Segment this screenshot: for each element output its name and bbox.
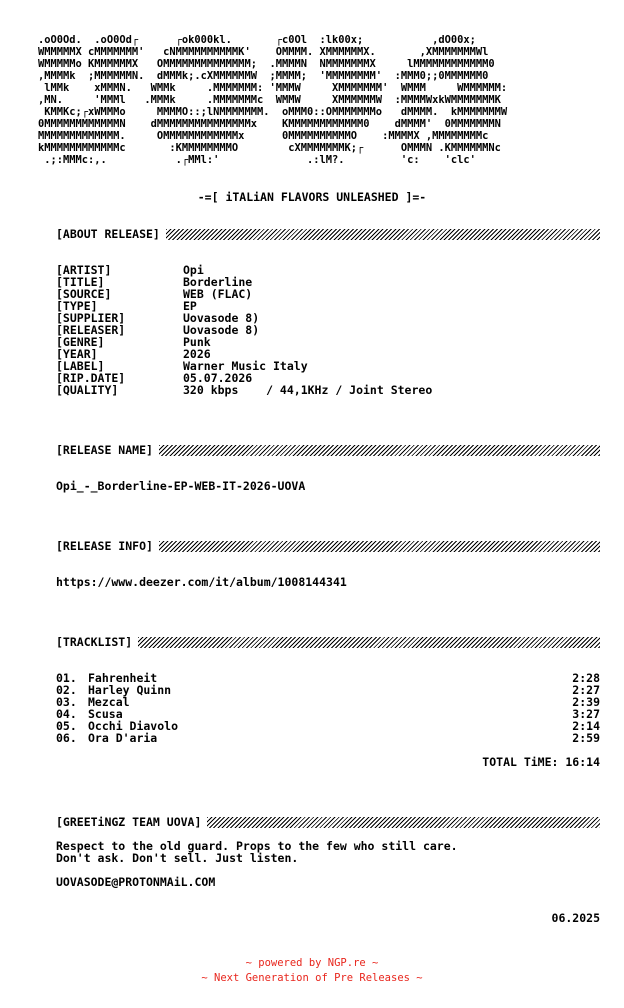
contact-email[interactable]: UOVASODE@PROTONMAiL.COM: [56, 875, 216, 889]
track-time: 2:39: [572, 695, 600, 709]
track-title: Ora D'aria: [88, 731, 158, 745]
section-rule: [207, 817, 600, 828]
track-number: 01.: [56, 671, 77, 685]
info-key: [TYPE]: [56, 299, 98, 313]
info-row-quality: [56, 384, 600, 396]
info-value: Uovasode 8): [183, 323, 260, 337]
info-key: [QUALITY]: [56, 383, 119, 397]
info-row-type: [56, 300, 600, 312]
info-key: [RELEASER]: [56, 323, 126, 337]
section-rule: [159, 541, 600, 552]
track-title: Fahrenheit: [88, 671, 158, 685]
track-title: Mezcal: [88, 695, 130, 709]
track-time: 2:59: [572, 731, 600, 745]
greetings-header: [56, 816, 600, 828]
info-value: 2026: [183, 347, 211, 361]
info-value: Uovasode 8): [183, 311, 260, 325]
track-number: 04.: [56, 707, 77, 721]
about-release-table: [56, 264, 600, 396]
section-rule: [138, 637, 600, 648]
release-info-header: [56, 540, 600, 552]
info-row-releaser: [56, 324, 600, 336]
info-key: [GENRE]: [56, 335, 105, 349]
track-number: 06.: [56, 731, 77, 745]
info-value: Borderline: [183, 275, 253, 289]
info-value: Opi: [183, 263, 204, 277]
track-title: Harley Quinn: [88, 683, 172, 697]
track-number: 03.: [56, 695, 77, 709]
track-time: 2:28: [572, 671, 600, 685]
info-key: [YEAR]: [56, 347, 98, 361]
section-label: [ABOUT RELEASE]: [56, 227, 160, 241]
track-title: Scusa: [88, 707, 123, 721]
greetings-line-2: Don't ask. Don't sell. Just listen.: [56, 851, 299, 865]
powered-by-link[interactable]: ~ powered by NGP.re ~: [245, 957, 379, 969]
release-name[interactable]: Opi_-_Borderline-EP-WEB-IT-2026-UOVA: [56, 479, 306, 493]
info-row-genre: [56, 336, 600, 348]
track-number: 02.: [56, 683, 77, 697]
track-number: 05.: [56, 719, 77, 733]
tracklist: [56, 672, 600, 744]
info-row-title: [56, 276, 600, 288]
total-time: TOTAL TiME: 16:14: [482, 755, 600, 769]
tracklist-header: [56, 636, 600, 648]
release-info-link[interactable]: https://www.deezer.com/it/album/1008144341: [56, 575, 347, 589]
info-key: [LABEL]: [56, 359, 105, 373]
tagline: -=[ iTALiAN FLAVORS UNLEASHED ]=-: [197, 190, 427, 204]
track-time: 2:14: [572, 719, 600, 733]
info-value: 05.07.2026: [183, 371, 253, 385]
info-value: EP: [183, 299, 197, 313]
info-value: Warner Music Italy: [183, 359, 308, 373]
info-value: Punk: [183, 335, 211, 349]
about-release-header: [56, 228, 600, 240]
greetings-line-1: Respect to the old guard. Props to the few who still care.: [56, 839, 458, 853]
info-key: [SOURCE]: [56, 287, 112, 301]
info-row-source: [56, 288, 600, 300]
section-label: [GREETiNGZ TEAM UOVA]: [56, 815, 202, 829]
track-time: 3:27: [572, 707, 600, 721]
info-row-supplier: [56, 312, 600, 324]
track-row: [56, 684, 600, 696]
track-row: [56, 696, 600, 708]
info-key: [SUPPLIER]: [56, 311, 126, 325]
info-value: WEB (FLAC): [183, 287, 253, 301]
section-label: [RELEASE INFO]: [56, 539, 153, 553]
track-title: Occhi Diavolo: [88, 719, 179, 733]
footer-tagline: ~ Next Generation of Pre Releases ~: [201, 972, 423, 984]
release-name-header: [56, 444, 600, 456]
section-label: [TRACKLIST]: [56, 635, 133, 649]
info-row-year: [56, 348, 600, 360]
section-rule: [166, 229, 600, 240]
info-value: 320 kbps / 44,1KHz / Joint Stereo: [183, 383, 433, 397]
ascii-logo: .oO0Od. .oO0Od┌ ┌ok000kl. ┌c0Ol :lk00x; ,dO00x; WMMMMMX cMMMMMMM' cNMMMMMMMMMMK' OMMMM. XMMMMMMX. ,XMMMMMMMWl WMMMMMo KMMMMMMX OMMMMMMMMMMMMMM; .MMMMN NMMMMMMMX lMMMMMMMMMMMM0 ,MMMMk ;MMMMMMN. dMMMk;.cXMMMMMMW ;MMMM; 'MMMMMMMM' :MMM0;;0MMMMMM0 lMMk xMMMN. WMMk .MMMMMMM: 'MMMW XMMMMMMM' WMMM WMMMMMM: ,MN. 'MMMl .MMMk .MMMMMMMc WMMW XMMMMMMW :MMMMWxkWMMMMMMMK KMMKc;┌xWMMMo MMMMO::;lNMMMMMMM. oMMM0::OMMMMMMMo dMMMM. kMMMMMMMW 0MMMMMMMMMMMMN dMMMMMMMMMMMMMMMx KMMMMMMMMMMMM0 dMMMM' 0MMMMMMMN MMMMMMMMMMMMM. OMMMMMMMMMMMMx 0MMMMMMMMMMO :MMMMX ,MMMMMMMMc kMMMMMMMMMMMMc :KMMMMMMMMO cXMMMMMMMK;┌ OMMMN .KMMMMMMNc .;:MMMc:,. .┌MMl:' .:lM?. 'c: 'clc': [38, 34, 508, 166]
info-key: [TITLE]: [56, 275, 105, 289]
track-time: 2:27: [572, 683, 600, 697]
info-key: [ARTIST]: [56, 263, 112, 277]
info-row-label: [56, 360, 600, 372]
release-date: 06.2025: [551, 911, 600, 925]
info-row-artist: [56, 264, 600, 276]
section-rule: [159, 445, 600, 456]
track-row: [56, 732, 600, 744]
info-key: [RIP.DATE]: [56, 371, 126, 385]
section-label: [RELEASE NAME]: [56, 443, 153, 457]
